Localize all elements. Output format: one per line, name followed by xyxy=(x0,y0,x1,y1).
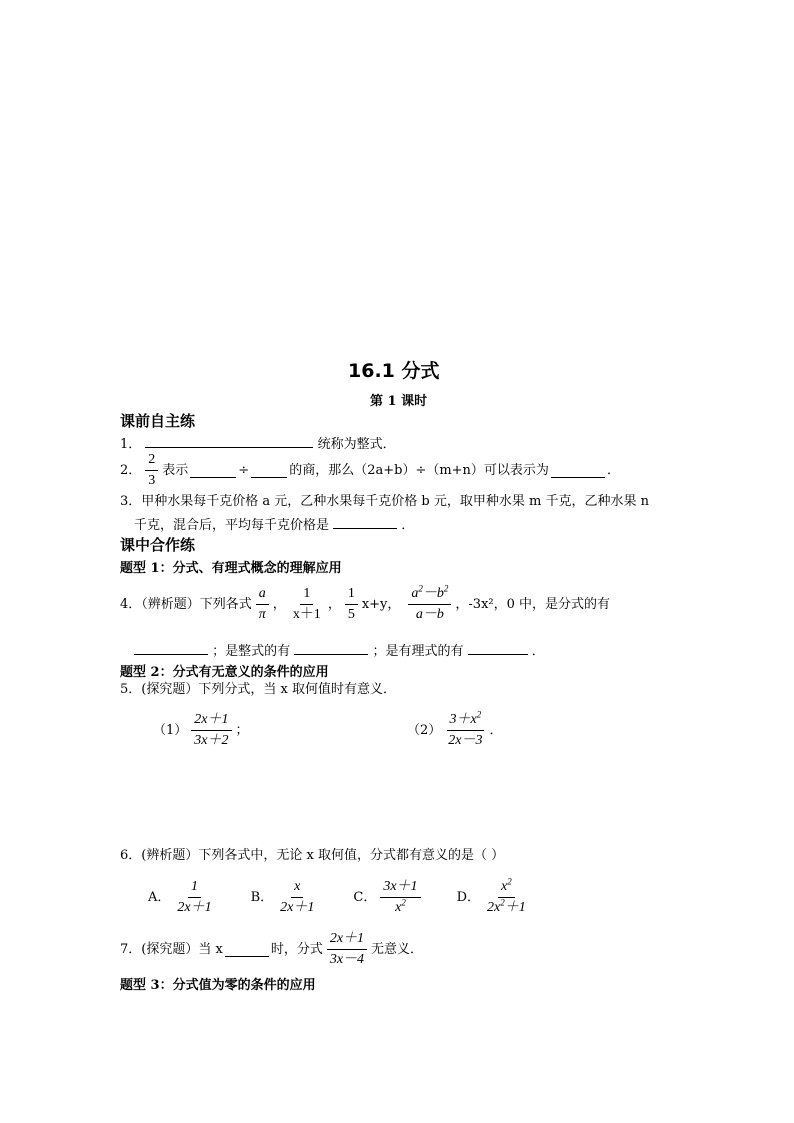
q3-text: 千克，混合后，平均每千克价格是 xyxy=(134,518,330,533)
q2-text-2: ÷ xyxy=(238,462,250,478)
q6-option-b-label[interactable]: B． xyxy=(250,889,274,905)
q6-fc-den-text: x xyxy=(395,900,402,915)
q7-text-1: 7．(探究题）当 x xyxy=(120,941,223,957)
q5-p2-end: ． xyxy=(489,722,503,738)
q1-number: 1． xyxy=(120,437,142,452)
question-3-line-2 xyxy=(134,514,414,534)
q4-blank-rational[interactable] xyxy=(468,640,528,655)
question-7 xyxy=(120,931,423,968)
q4-text-integral: ；是整式的有 xyxy=(212,644,291,659)
question-5: 5．(探究题）下列分式，当 x 取何值时有意义． xyxy=(120,682,396,697)
q2-text-4: ． xyxy=(606,462,620,478)
q4-f3-den: 5 xyxy=(347,607,355,622)
section-heading-pre: 课前自主练 xyxy=(120,412,196,430)
q4-frac-a2-b2 xyxy=(408,583,451,623)
q6-fc-sq: 2 xyxy=(401,897,406,908)
q6-option-b-frac xyxy=(277,879,317,916)
q6-option-d-label[interactable]: D． xyxy=(456,889,480,905)
q4-sep-1: ， xyxy=(272,596,286,612)
q6-fc-num: 3x＋1 xyxy=(380,879,420,898)
q5-f2-sq: 2 xyxy=(476,709,482,720)
q6-fd-den-text: 2x xyxy=(487,900,501,915)
q6-options xyxy=(148,876,533,916)
q2-blank-3[interactable] xyxy=(551,463,605,478)
q5-part-1 xyxy=(153,712,249,749)
q4-frac-a-over-pi xyxy=(256,586,269,623)
q4-f4-sq1: 2 xyxy=(418,583,423,594)
q2-text-1: 表示 xyxy=(162,462,189,478)
q3-end: ． xyxy=(401,518,415,533)
q4-f4-b: －b xyxy=(422,586,444,601)
q4-f2-den: x＋1 xyxy=(292,607,321,622)
q3-answer-blank[interactable] xyxy=(333,514,397,529)
q4-f4-den: a－b xyxy=(415,607,444,622)
q6-option-c-label[interactable]: C． xyxy=(353,889,377,905)
q4-f2-num: 1 xyxy=(300,586,313,605)
q4-sep-2: ， xyxy=(327,596,341,612)
q4-blank-integral[interactable] xyxy=(294,640,368,655)
q6-fd-num-text: x xyxy=(501,879,508,894)
q6-fb-den: 2x＋1 xyxy=(280,900,315,915)
q4-f3-tail: x+y， xyxy=(361,596,401,612)
q6-option-a-frac xyxy=(174,879,214,916)
q2-frac-num: 2 xyxy=(145,452,158,471)
q1-text: 统称为整式． xyxy=(317,437,396,452)
q6-fb-num: x xyxy=(291,879,303,898)
q7-text-2: 时，分式 xyxy=(270,941,323,957)
q4-f1-den: π xyxy=(258,607,266,622)
q6-option-d-frac xyxy=(484,876,529,916)
q6-fd-sq1: 2 xyxy=(507,876,512,887)
q5-f2-num-text: 3＋x xyxy=(449,712,477,727)
q7-answer-blank[interactable] xyxy=(225,942,269,957)
q7-text-3: 无意义． xyxy=(371,941,424,957)
q4-blank-fraction[interactable] xyxy=(134,640,208,655)
question-1 xyxy=(120,433,396,453)
q2-text-3: 的商，那么（2a+b）÷（m+n）可以表示为 xyxy=(289,462,549,478)
q5-p1-end: ； xyxy=(235,722,249,738)
lesson-subtitle: 第 1 课时 xyxy=(370,394,428,409)
q2-number: 2． xyxy=(120,462,142,478)
q5-frac-2 xyxy=(445,709,485,749)
question-6: 6．(辨析题）下列各式中，无论 x 取何值，分式都有意义的是（ ） xyxy=(120,848,505,863)
q6-fd-den xyxy=(484,898,529,916)
q4-frac-1-over-5 xyxy=(345,586,358,623)
q5-f1-den: 3x＋2 xyxy=(194,733,229,748)
type-2-heading: 题型 2：分式有无意义的条件的应用 xyxy=(120,665,329,680)
q5-frac-1 xyxy=(191,712,231,749)
q4-frac-1-over-x1 xyxy=(290,586,324,623)
q6-fa-num: 1 xyxy=(188,879,201,898)
q6-fd-den-tail: ＋1 xyxy=(504,900,526,915)
q4-tail: ，-3x²，0 中，是分式的有 xyxy=(455,596,611,612)
q6-fd-sq2: 2 xyxy=(500,897,505,908)
section-heading-mid: 课中合作练 xyxy=(120,536,196,554)
q5-p1-label: （1） xyxy=(153,722,188,738)
q6-fd-num xyxy=(498,876,515,898)
q4-f3-num: 1 xyxy=(345,586,358,605)
q4-f4-num xyxy=(408,583,451,605)
q1-answer-blank[interactable] xyxy=(145,433,313,448)
q6-fa-den: 2x＋1 xyxy=(177,900,212,915)
q6-option-c-frac xyxy=(380,879,420,916)
q4-lead: 4．（辨析题）下列各式 xyxy=(120,596,252,612)
q5-p2-label: （2） xyxy=(407,722,442,738)
q5-part-2 xyxy=(407,709,503,749)
q4-f4-sq2: 2 xyxy=(443,583,449,594)
type-3-heading: 题型 3：分式值为零的条件的应用 xyxy=(120,978,316,993)
q6-fc-den xyxy=(392,898,409,916)
q4-f4-a: a xyxy=(411,586,419,601)
q4-text-rational: ；是有理式的有 xyxy=(372,644,464,659)
question-4-line-2 xyxy=(134,640,545,660)
q5-f2-num xyxy=(447,709,485,731)
q7-frac xyxy=(327,931,367,968)
page-title: 16.1 分式 xyxy=(348,360,440,382)
question-4 xyxy=(120,583,611,623)
q6-option-a-label[interactable]: A． xyxy=(148,889,171,905)
q4-f1-num: a xyxy=(256,586,269,605)
q2-frac-den: 3 xyxy=(148,473,156,488)
question-2 xyxy=(120,452,620,489)
q2-blank-2[interactable] xyxy=(251,463,287,478)
q2-blank-1[interactable] xyxy=(190,463,236,478)
question-3-line-1: 3．甲种水果每千克价格 a 元，乙种水果每千克价格 b 元，取甲种水果 m 千克，乙种水果 n xyxy=(120,494,649,509)
q5-f2-den: 2x－3 xyxy=(448,733,483,748)
q2-fraction xyxy=(145,452,158,489)
q7-f-num: 2x＋1 xyxy=(327,931,367,950)
q7-f-den: 3x－4 xyxy=(329,952,365,967)
q5-f1-num: 2x＋1 xyxy=(191,712,231,731)
type-1-heading: 题型 1：分式、有理式概念的理解应用 xyxy=(120,561,342,576)
q4-end: ． xyxy=(531,644,545,659)
